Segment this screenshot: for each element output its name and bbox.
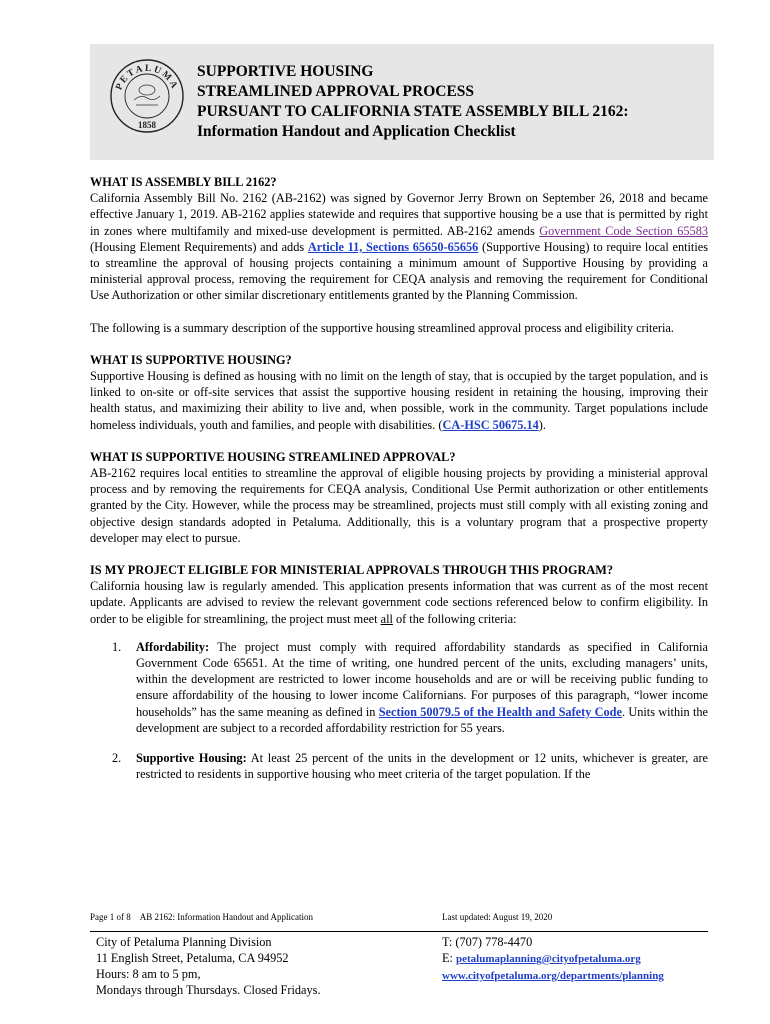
- ab2162-paragraph: California Assembly Bill No. 2162 (AB-2162) was signed by Governor Jerry Brown on September 26, 2018 and became effective January 1, 2019. AB-2162 applies statewide and requires that supportive housing be a use that is permitted by right in zones where multifamily and mixed-use development is permitted. AB-2162 amends Government Code Section 65583 (Housing Element Requirements) and adds Article 11, Sections 65650-65656 (Supportive Housing) to require local entities to streamline the approval of housing projects containing a minimum amount of Supportive Housing by providing a ministerial approval process, removing the requirement for CEQA analysis and removing the requirement for Conditional Use Authorization or other similar discretionary entitlements granted by the Planning Commission.: [90, 191, 708, 303]
- footer-org: City of Petaluma Planning Division: [96, 935, 272, 949]
- section-heading-ab2162: WHAT IS ASSEMBLY BILL 2162?: [90, 175, 277, 189]
- ca-hsc-50675-link[interactable]: CA-HSC 50675.14: [442, 417, 539, 432]
- footer-contact-address: [96, 934, 321, 998]
- footer-contact-details: T: (707) 778-4470 E: petalumaplanning@cityofpetaluma.org www.cityofpetaluma.org/departments/planning: [442, 935, 664, 982]
- footer-phone: T: (707) 778-4470: [442, 935, 533, 949]
- streamlined-approval-paragraph: AB-2162 requires local entities to streamline the approval of eligible housing projects by providing a ministerial approval process and by removing the requirements for CEQA analysis, Conditional Use Permit authorization or other entitlements granted by the City. However, while the process may be streamlined, projects must still comply with all existing zoning and objective design standards adopted in Petaluma. Additionally, this is a voluntary program that a prospective property developer may elect to pursue.: [90, 466, 708, 545]
- section-heading-streamlined-approval: WHAT IS SUPPORTIVE HOUSING STREAMLINED APPROVAL?: [90, 449, 456, 464]
- footer-divider: [90, 931, 708, 932]
- hsc-50079-5-link[interactable]: Section 50079.5 of the Health and Safety Code: [378, 704, 622, 719]
- footer-address: 11 English Street, Petaluma, CA 94952: [96, 951, 289, 965]
- section-heading-supportive-housing: WHAT IS SUPPORTIVE HOUSING?: [90, 352, 292, 367]
- seal-year-text: 1858: [138, 120, 156, 130]
- title-line-2: STREAMLINED APPROVAL PROCESS: [197, 83, 475, 100]
- title-line-1: SUPPORTIVE HOUSING: [197, 63, 374, 80]
- city-seal-logo: [108, 56, 186, 136]
- article-11-link[interactable]: Article 11, Sections 65650-65656: [307, 239, 479, 254]
- main-content: [90, 174, 708, 783]
- list-item-affordability: 1. Affordability: The project must comply with required affordability standards as specified in California Government Code 65651. At the time of writing, one hundred percent of the units, excluding managers’ units, within the development are restricted to lower income households and are or will be receiving public funding to ensure affordability of the housing to lower income Californians. For purposes of this paragraph, “lower income households” has the same meaning as defined in Section 50079.5 of the Health and Safety Code. Units within the development are subject to a recorded affordability restriction for 55 years.: [112, 639, 708, 735]
- footer-website-link[interactable]: www.cityofpetaluma.org/departments/planning: [442, 970, 664, 982]
- summary-paragraph: The following is a summary description of the supportive housing streamlined approval process and eligibility criteria.: [90, 320, 674, 335]
- footer-hours: Hours: 8 am to 5 pm,: [96, 967, 201, 981]
- eligibility-criteria-list: [90, 639, 708, 783]
- page-number: Page 1 of 8: [90, 912, 131, 922]
- page-title-block: [197, 62, 707, 142]
- eligibility-paragraph: California housing law is regularly amended. This application presents information that was current as of the most recent update. Applicants are advised to review the relevant government code sections referenced below to confirm eligibility. In order to be eligible for streamlining, the project must meet all of the following criteria:: [90, 579, 708, 626]
- title-line-3: PURSUANT TO CALIFORNIA STATE ASSEMBLY BILL 2162:: [197, 103, 629, 120]
- government-code-65583-link[interactable]: Government Code Section 65583: [539, 223, 708, 238]
- last-updated: Last updated: August 19, 2020: [442, 912, 553, 922]
- footer-doc-title: AB 2162: Information Handout and Application: [139, 912, 313, 922]
- section-heading-eligibility: IS MY PROJECT ELIGIBLE FOR MINISTERIAL APPROVALS THROUGH THIS PROGRAM?: [90, 563, 614, 578]
- supportive-housing-paragraph: Supportive Housing is defined as housing with no limit on the length of stay, that is occupied by the target population, and is linked to on-site or off-site services that assist the supportive housing resident in retaining the housing, improving their health status, and maximizing their ability to live and, when possible, work in the community. Target populations include homeless individuals, youth and families, and people with disabilities. (CA-HSC 50675.14).: [90, 369, 708, 432]
- list-item-supportive-housing: 2. Supportive Housing: At least 25 percent of the units in the development or 12 units, whichever is greater, are restricted to residents in supportive housing who meet criteria of the target population. If the: [112, 751, 708, 782]
- seal-name-text: PETALUMA: [114, 63, 180, 92]
- footer-days: Mondays through Thursdays. Closed Fridays.: [96, 983, 321, 997]
- footer-email-link[interactable]: petalumaplanning@cityofpetaluma.org: [456, 953, 641, 965]
- title-line-4: Information Handout and Application Checklist: [197, 123, 516, 140]
